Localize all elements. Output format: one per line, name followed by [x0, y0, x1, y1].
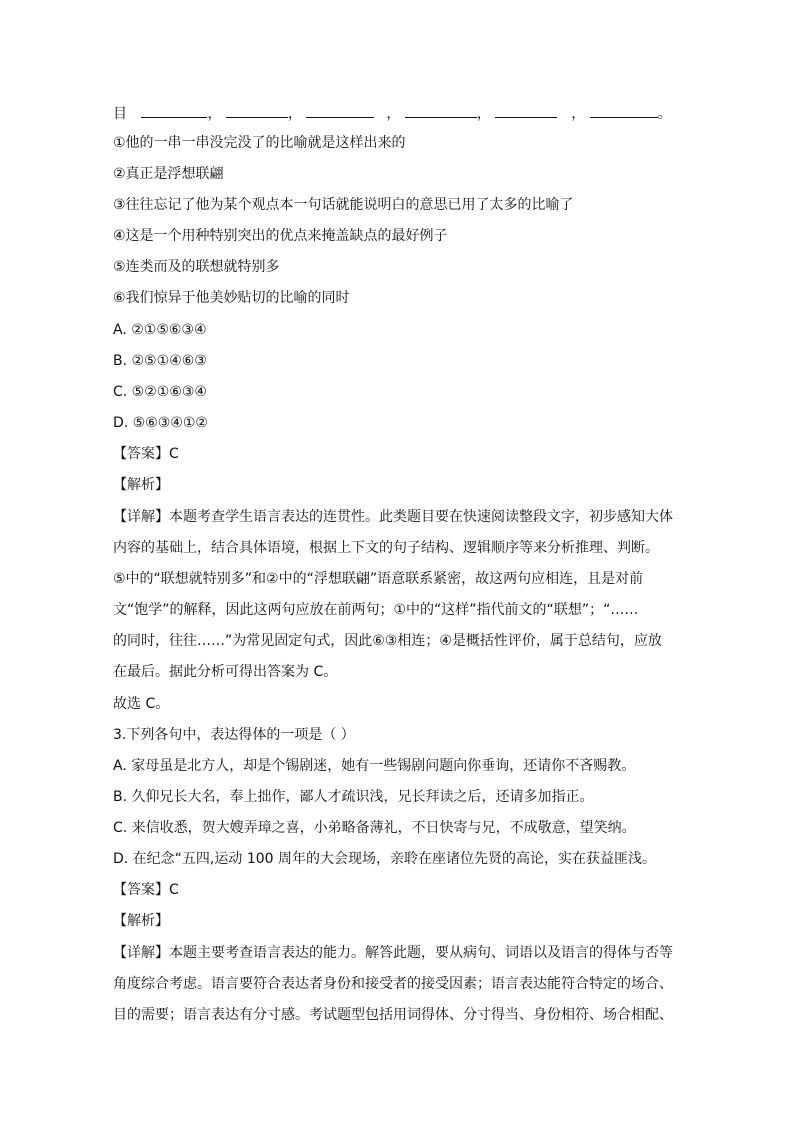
answer: 【答案】C [113, 446, 179, 462]
blanks-line [113, 103, 693, 124]
option-d: D. ⑤⑥③④①② [113, 415, 208, 431]
detail-line: 文“饱学”的解释，因此这两句应放在前两句；①中的“这样”指代前文的“联想”；“…… [113, 602, 639, 618]
analysis-heading: 【解析】 [113, 913, 169, 929]
blank-sep: 。 [657, 106, 672, 122]
option-b: B. ②⑤①④⑥③ [113, 353, 207, 369]
sentence-3: ③往往忘记了他为某个观点本一句话就能说明白的意思已用了太多的比喻了 [113, 197, 574, 213]
blank-sep: ， [386, 106, 401, 122]
option-a: A. 家母虽是北方人，却是个锡剧迷，她有一些锡剧问题向你垂询，还请你不吝赐教。 [113, 758, 636, 774]
blank-3 [306, 103, 374, 118]
detail-line: 【详解】本题主要考查语言表达的能力。解答此题，要从病句、词语以及语言的得体与否等 [113, 945, 673, 961]
analysis-heading: 【解析】 [113, 477, 169, 493]
detail-line: ⑤中的“联想就特别多”和②中的“浮想联翩”语意联系紧密，故这两句应相连，且是对前 [113, 571, 644, 587]
option-d: D. 在纪念“五四,运动 100 周年的大会现场，亲聆在座诸位先贤的高论，实在获益匪浅。 [113, 851, 657, 867]
detail-line: 目的需要；语言表达有分寸感。考试题型包括用词得体、分寸得当、身份相符、场合相配、 [113, 1007, 673, 1023]
sentence-5: ⑤连类而及的联想就特别多 [113, 259, 280, 275]
blank-2 [226, 103, 288, 118]
sentence-2: ②真正是浮想联翩 [113, 166, 224, 182]
answer: 【答案】C [113, 882, 179, 898]
option-c: C. ⑤②①⑥③④ [113, 384, 207, 400]
blank-sep: ， [476, 106, 491, 122]
detail-line: 在最后。据此分析可得出答案为 C。 [113, 664, 338, 680]
option-b: B. 久仰兄长大名，奉上拙作，鄙人才疏识浅，兄长拜读之后，还请多加指正。 [113, 789, 594, 805]
blank-sep: ， [287, 106, 302, 122]
sentence-1: ①他的一串一串没完没了的比喻就是这样出来的 [113, 135, 406, 151]
detail-line: 【详解】本题考查学生语言表达的连贯性。此类题目要在快速阅读整段文字，初步感知大体 [113, 509, 673, 525]
blank-sep: ， [207, 106, 222, 122]
detail-line: 角度综合考虑。语言要符合表达者身份和接受者的接受因素；语言表达能符合特定的场合、 [113, 976, 673, 992]
blank-sep: ， [571, 106, 586, 122]
question-stem: 3.下列各句中，表达得体的一项是（ ） [113, 727, 355, 743]
option-a: A. ②①⑤⑥③④ [113, 322, 207, 338]
sentence-6: ⑥我们惊异于他美妙贴切的比喻的同时 [113, 290, 350, 306]
sentence-4: ④这是一个用种特别突出的优点来掩盖缺点的最好例子 [113, 228, 448, 244]
blank-1 [141, 103, 207, 118]
blank-6 [590, 103, 658, 118]
detail-line: 内容的基础上，结合具体语境，根据上下文的句子结构、逻辑顺序等来分析推理、判断。 [113, 540, 659, 556]
blank-4 [405, 103, 477, 118]
stem-prefix: 目 [113, 106, 127, 122]
conclusion: 故选 C。 [113, 696, 170, 712]
detail-line: 的同时，往往……”为常见固定句式，因此⑥③相连；④是概括性评价，属于总结句，应放 [113, 633, 662, 649]
option-c: C. 来信收悉，贺大嫂弄璋之喜，小弟略备薄礼，不日快寄与兄，不成敬意，望笑纳。 [113, 820, 636, 836]
blank-5 [495, 103, 557, 118]
